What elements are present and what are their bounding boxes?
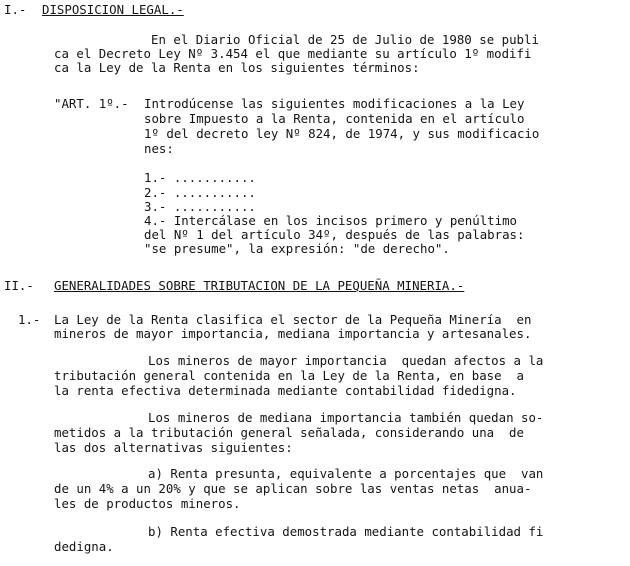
list-item-line: "se presume", la expresión: "de derecho". (144, 241, 450, 256)
paragraph-line: La Ley de la Renta clasifica el sector de la Pequeña Minería en (54, 312, 532, 327)
section-heading: GENERALIDADES SOBRE TRIBUTACION DE LA PEQUEÑA MINERIA.- (54, 278, 465, 293)
section-number: II.- (4, 278, 34, 293)
paragraph-line: la renta efectiva determinada mediante contabilidad fidedigna. (54, 383, 517, 398)
section-number: I.- (4, 2, 27, 17)
list-item: 1.- ........... (144, 170, 256, 185)
paragraph-line: b) Renta efectiva demostrada mediante contabilidad fi (148, 524, 544, 539)
article-label: "ART. 1º.- (54, 96, 129, 111)
paragraph-line: Los mineros de mediana importancia también quedan so- (148, 410, 544, 425)
paragraph-line: En el Diario Oficial de 25 de Julio de 1980 se publi (151, 32, 539, 47)
paragraph-line: a) Renta presunta, equivalente a porcentajes que van (148, 466, 544, 481)
list-item: 3.- ........... (144, 199, 256, 214)
section-heading: DISPOSICION LEGAL.- (42, 2, 184, 17)
paragraph-line: dedigna. (54, 539, 114, 554)
paragraph-line: ca el Decreto Ley Nº 3.454 el que mediante su artículo 1º modifi (54, 46, 532, 61)
article-line: nes: (144, 141, 174, 156)
paragraph-line: mineros de mayor importancia, mediana importancia y artesanales. (54, 326, 532, 341)
paragraph-line: Los mineros de mayor importancia quedan afectos a la (148, 353, 544, 368)
article-line: sobre Impuesto a la Renta, contenida en el artículo (144, 111, 525, 126)
paragraph-line: las dos alternativas siguientes: (54, 440, 293, 455)
list-item: 4.- Intercálase en los incisos primero y penúltimo (144, 213, 517, 228)
paragraph-line: ca la Ley de la Renta en los siguientes términos: (54, 60, 420, 75)
article-line: 1º del decreto ley Nº 824, de 1974, y sus modificacio (144, 126, 540, 141)
paragraph-line: de un 4% a un 20% y que se aplican sobre las ventas netas anua- (54, 481, 532, 496)
paragraph-number: 1.- (18, 312, 41, 327)
list-item-line: del Nº 1 del artículo 34º, después de las palabras: (144, 227, 525, 242)
paragraph-line: les de productos mineros. (54, 496, 241, 511)
paragraph-line: tributación general contenida en la Ley de la Renta, en base a (54, 368, 524, 383)
article-line: Introdúcense las siguientes modificaciones a la Ley (144, 96, 525, 111)
paragraph-line: metidos a la tributación general señalada, considerando una de (54, 425, 524, 440)
list-item: 2.- ........... (144, 185, 256, 200)
